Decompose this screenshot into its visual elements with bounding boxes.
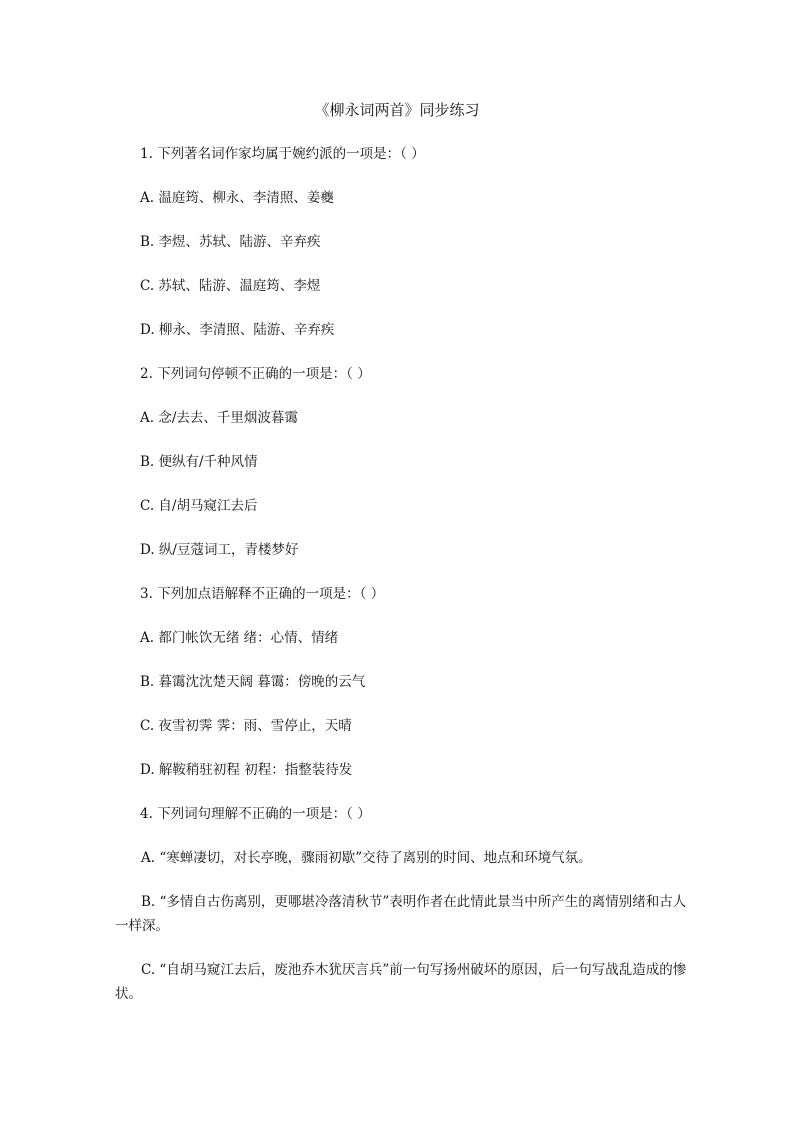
question-1-option-c: C. 苏轼、陆游、温庭筠、李煜 — [140, 278, 321, 294]
document-title: 《柳永词两首》同步练习 — [314, 101, 480, 119]
question-3-option-b: B. 暮霭沈沈楚天阔 暮霭：傍晚的云气 — [140, 674, 366, 690]
question-2-option-b: B. 便纵有/千种风情 — [140, 454, 258, 470]
question-3-stem: 3. 下列加点语解释不正确的一项是：（ ） — [140, 586, 385, 602]
question-3-option-d: D. 解鞍稍驻初程 初程：指整装待发 — [140, 762, 353, 778]
question-4-stem: 4. 下列词句理解不正确的一项是：（ ） — [140, 806, 371, 822]
question-1-option-a: A. 温庭筠、柳永、李清照、姜夔 — [140, 190, 334, 206]
question-1-option-d: D. 柳永、李清照、陆游、辛弃疾 — [140, 322, 335, 338]
question-4-option-b: B. “多情自古伤离别，更哪堪冷落清秋节”表明作者在此情此景当中所产生的离情别绪和古人一样深。 — [115, 894, 687, 934]
question-2-option-a: A. 念/去去、千里烟波暮霭 — [140, 410, 298, 426]
question-3-option-c: C. 夜雪初霁 霁：雨、雪停止，天晴 — [140, 718, 352, 734]
question-2-option-d: D. 纵/豆蔻词工，青楼梦好 — [140, 542, 299, 558]
question-2-option-c: C. 自/胡马窥江去后 — [140, 498, 258, 514]
question-4-option-c: C. “自胡马窥江去后，废池乔木犹厌言兵”前一句写扬州破坏的原因，后一句写战乱造成的惨状。 — [115, 962, 687, 1002]
question-1-option-b: B. 李煜、苏轼、陆游、辛弃疾 — [140, 234, 321, 250]
question-3-option-a: A. 都门帐饮无绪 绪：心情、情绪 — [140, 630, 339, 646]
question-1-stem: 1. 下列著名词作家均属于婉约派的一项是：（ ） — [140, 146, 425, 162]
question-2-stem: 2. 下列词句停顿不正确的一项是：（ ） — [140, 366, 371, 382]
question-4-option-a: A. “寒蝉凄切，对长亭晚，骤雨初歇”交待了离别的时间、地点和环境气氛。 — [141, 850, 592, 866]
